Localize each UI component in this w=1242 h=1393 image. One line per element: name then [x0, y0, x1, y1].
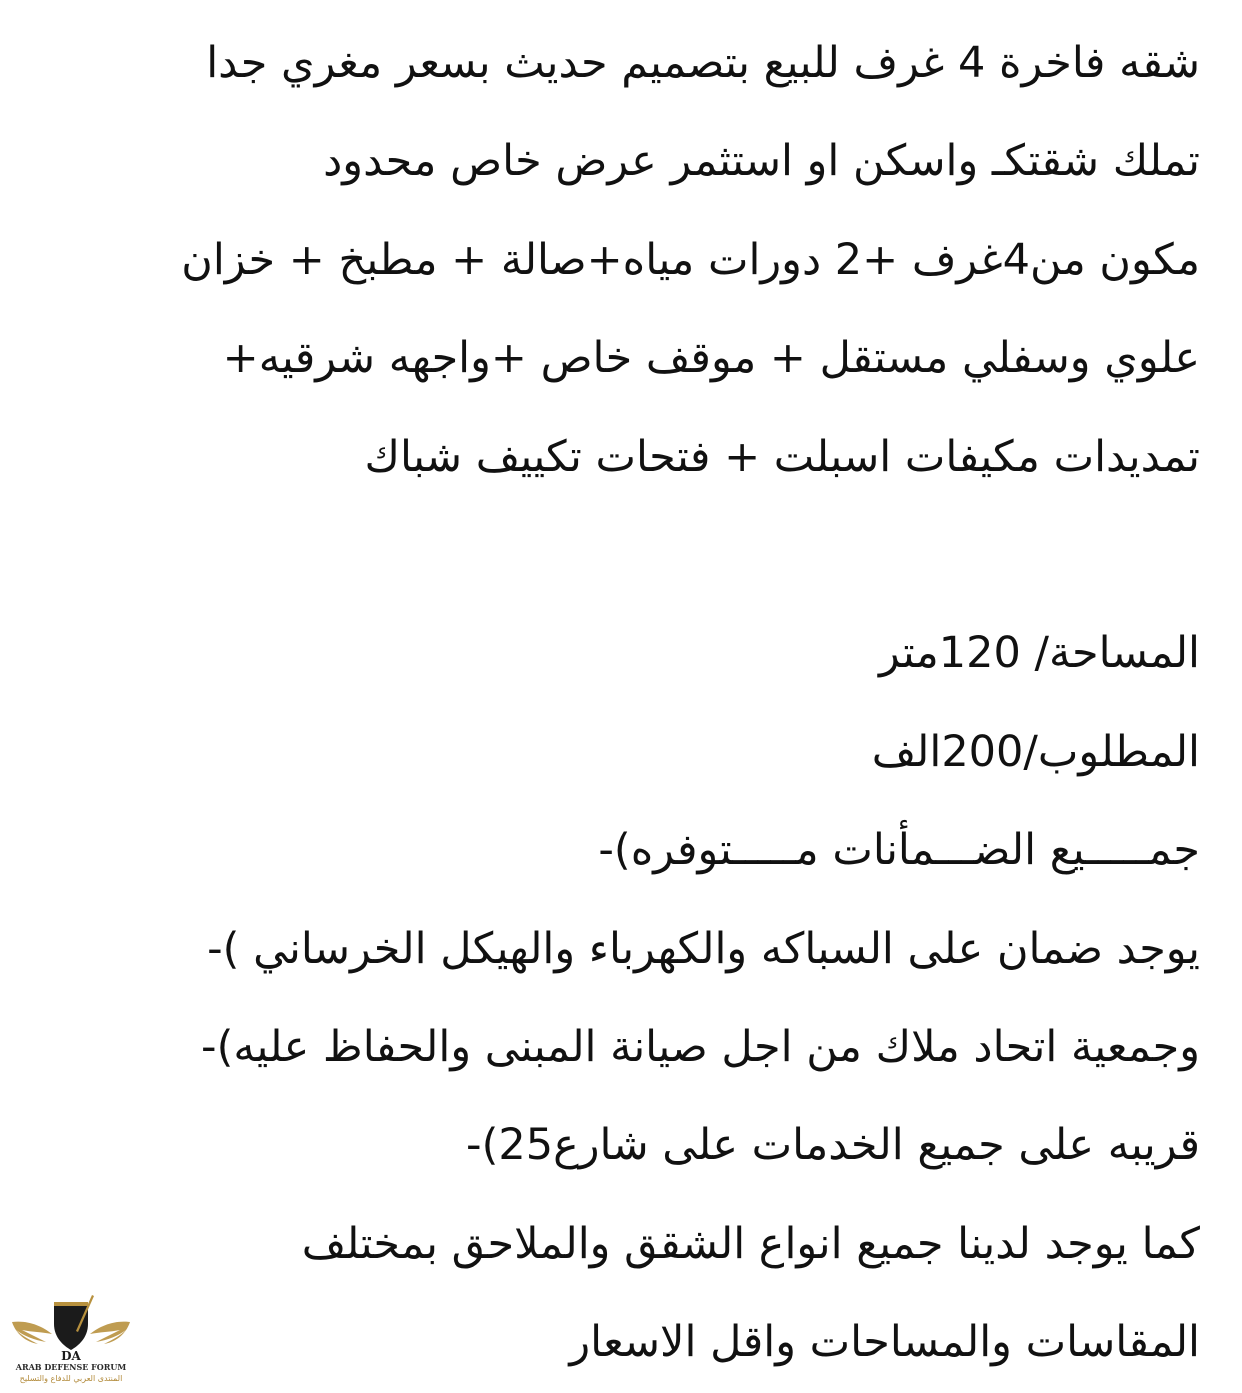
shield-wings-icon — [6, 1292, 136, 1364]
watermark-logo — [6, 1292, 136, 1390]
price-line: المطلوب/200الف — [871, 726, 1200, 777]
area-line: المساحة/ 120متر — [879, 628, 1200, 679]
listing-line: المقاسات والمساحات واقل الاسعار — [569, 1317, 1200, 1368]
listing-line: جمـــــيع الضـــمأنات مـــــتوفره)- — [598, 825, 1200, 876]
listing-line: كما يوجد لدينا جميع انواع الشقق والملاحق بمختلف — [301, 1218, 1200, 1269]
listing-line: تمديدات مكيفات اسبلت + فتحات تكييف شباك — [364, 431, 1200, 482]
listing-line: تملك شقتكـ واسكن او استثمر عرض خاص محدود — [323, 136, 1200, 187]
listing-line: قريبه على جميع الخدمات على شارع25)- — [466, 1120, 1200, 1171]
watermark-name-en: ARAB DEFENSE FORUM — [15, 1362, 127, 1372]
listing-line: يوجد ضمان على السباكه والكهرباء والهيكل الخرساني )- — [207, 923, 1200, 974]
listing-line: علوي وسفلي مستقل + موقف خاص +واجهه شرقيه+ — [222, 333, 1200, 384]
blank-line — [40, 506, 1200, 604]
watermark-name-ar: المنتدى العربي للدفاع والتسليح — [19, 1374, 123, 1383]
listing-line: مكون من4غرف +2 دورات مياه+صالة + مطبخ + خزان — [181, 234, 1200, 285]
listing-line: وجمعية اتحاد ملاك من اجل صيانة المبنى والحفاظ عليه)- — [201, 1021, 1200, 1072]
listing-line: شقه فاخرة 4 غرف للبيع بتصميم حديث بسعر مغري جدا — [206, 38, 1200, 88]
watermark-monogram: DA — [61, 1349, 81, 1363]
